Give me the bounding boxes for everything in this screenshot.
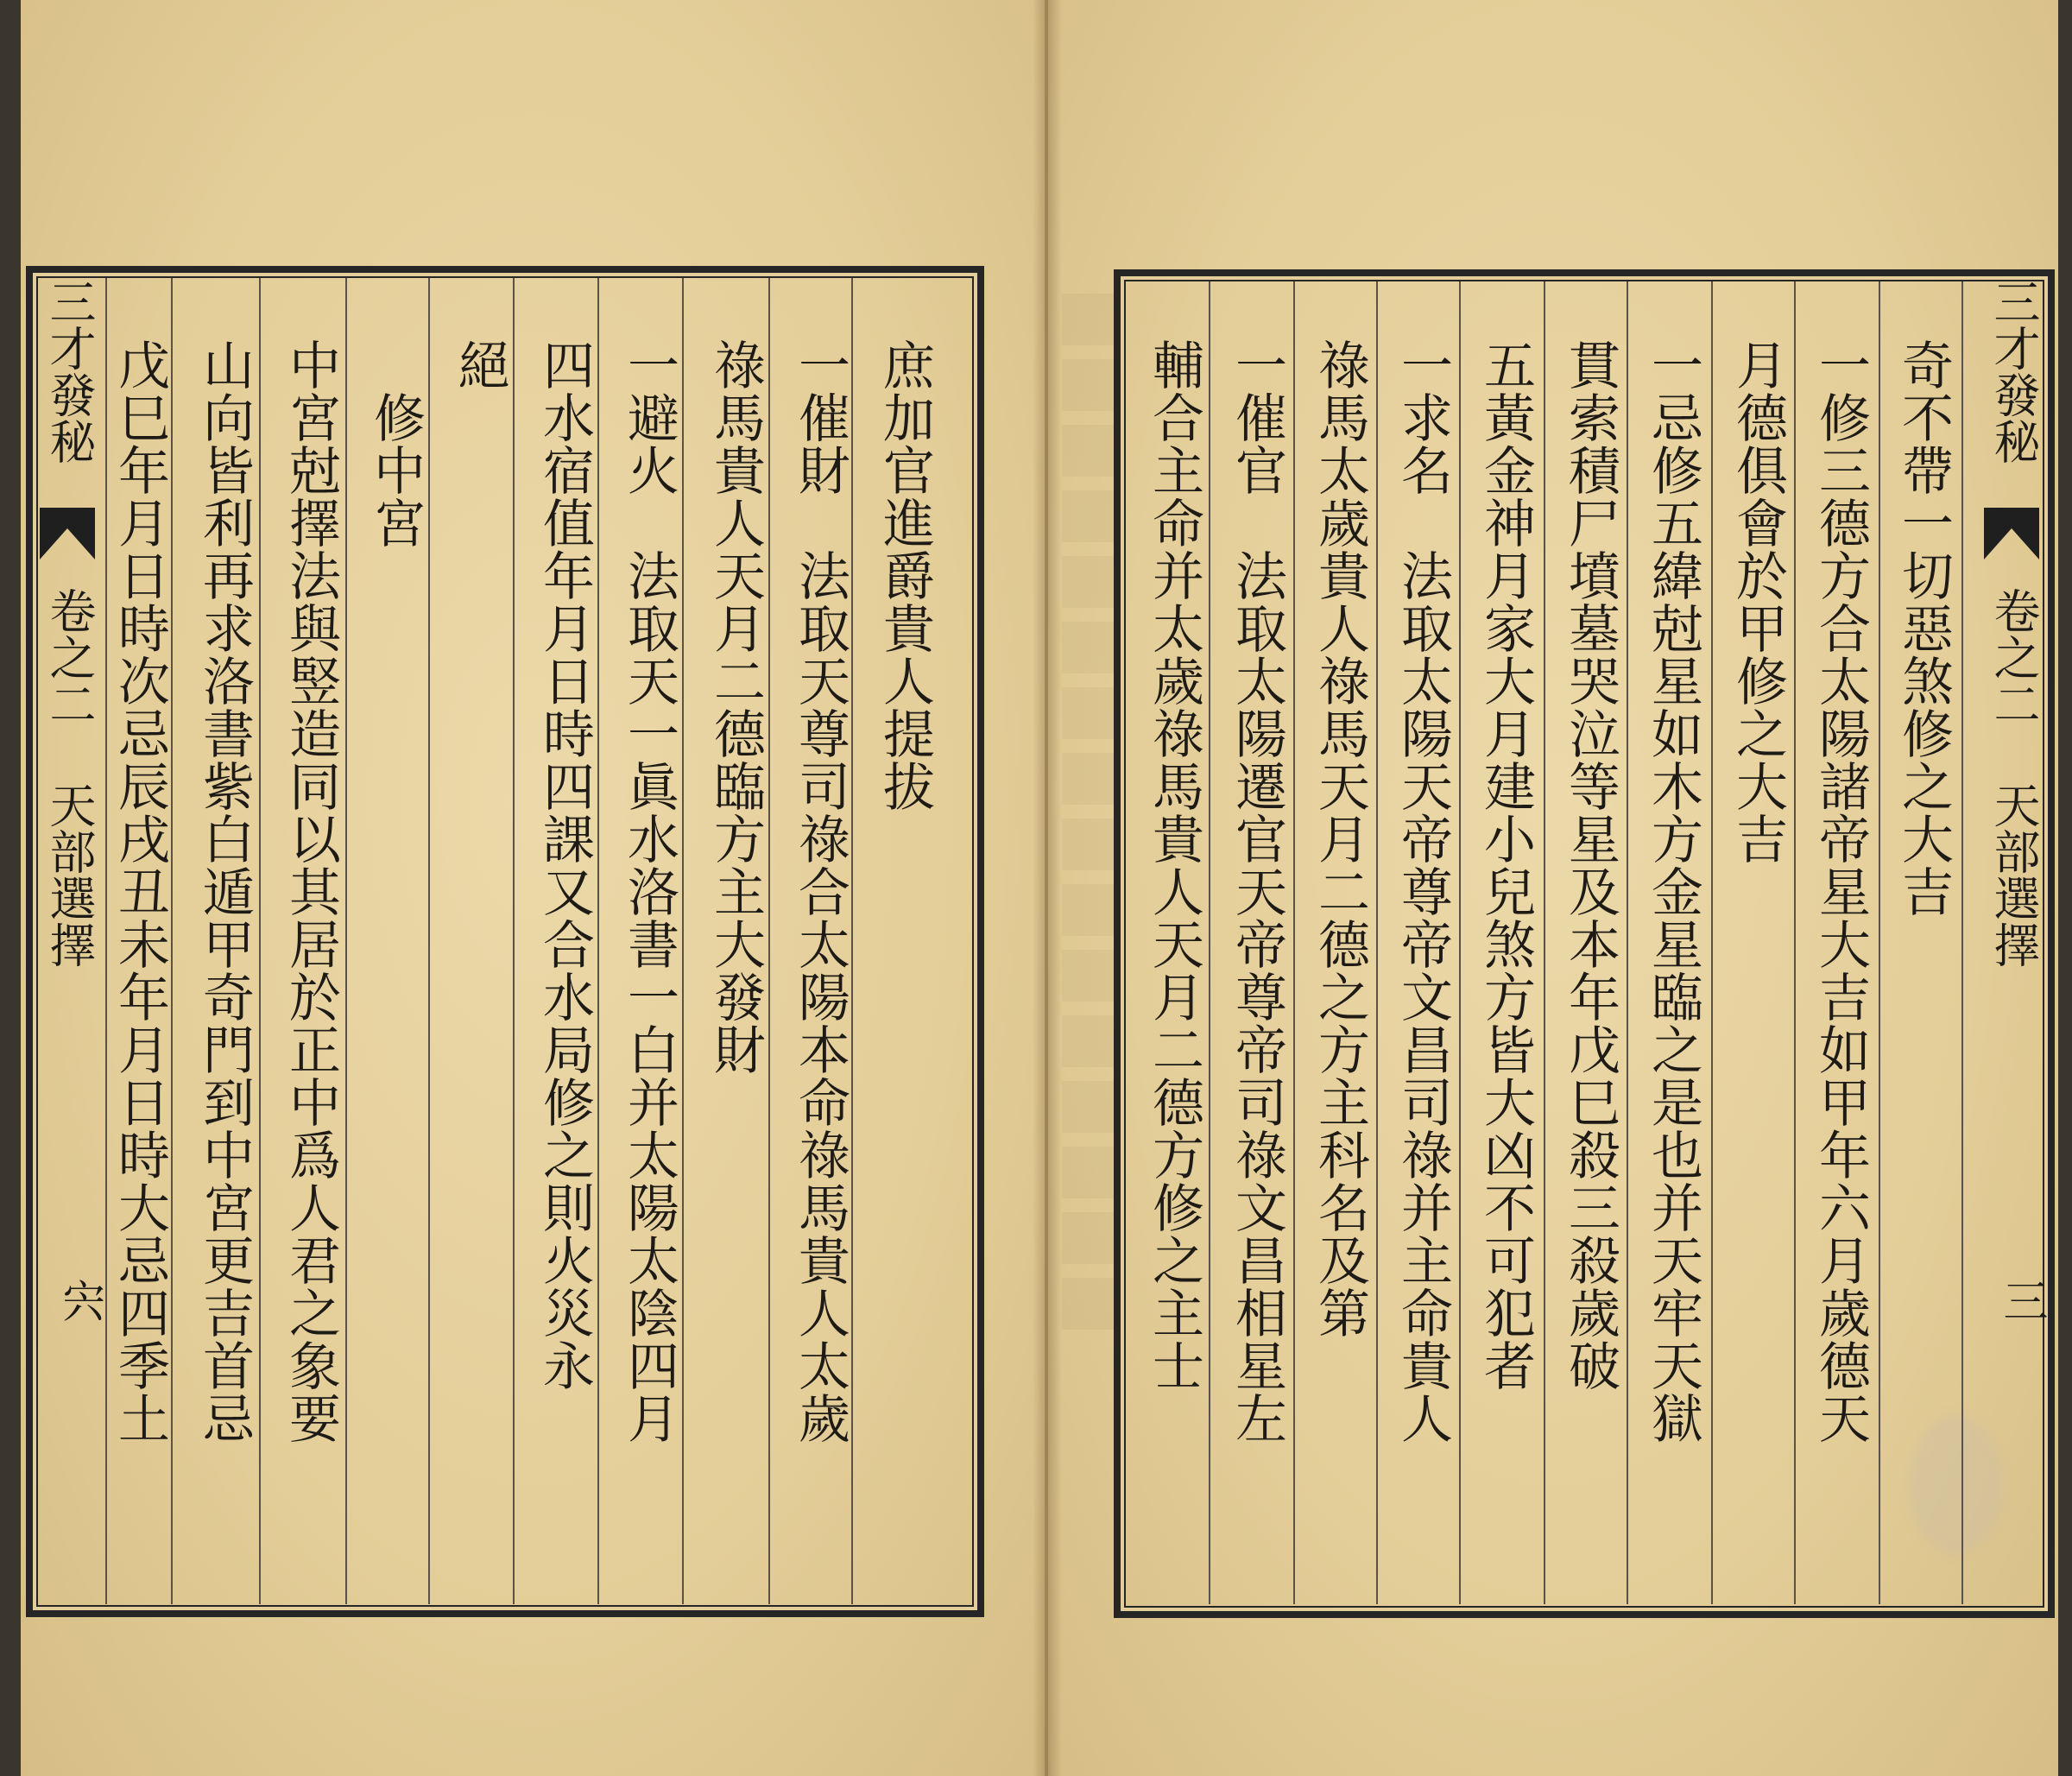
text-column-2: 一修三德方合太陽諸帝星大吉如甲年六月歲德天 — [1810, 338, 1871, 1444]
text-column-5: 四水宿值年月日時四課又合水局修之則火災永 — [534, 338, 595, 1392]
text-column-6: 絕 — [450, 338, 510, 391]
section-label: 天部選擇 — [42, 781, 97, 968]
text-column-3: 月德俱會於甲修之大吉 — [1728, 338, 1788, 865]
column-rule — [513, 278, 515, 1604]
text-column-10: 輔合主命并太歲祿馬貴人天月二德方修之主士 — [1144, 338, 1204, 1392]
column-rule — [1376, 281, 1378, 1604]
book-title: 三才發秘 — [42, 278, 97, 465]
volume-label: 卷之二 — [1987, 587, 2041, 727]
text-column-1: 奇不帶一切惡煞修之大吉 — [1893, 338, 1954, 918]
text-column-9: 山向皆利再求洛書紫白遁甲奇門到中宮更吉首忌 — [194, 338, 255, 1444]
column-rule — [259, 278, 261, 1604]
folio-number: 宍 — [53, 1278, 104, 1323]
right-banner-lower — [1977, 587, 2050, 1071]
text-column-8: 祿馬太歲貴人祿馬天月二德之方主科名及第 — [1310, 338, 1370, 1339]
column-rule — [1794, 281, 1796, 1604]
text-column-6: 五黃金神月家大月建小兒煞方皆大凶不可犯者 — [1475, 338, 1536, 1392]
show-through-ink — [1062, 294, 1117, 1330]
column-rule — [682, 278, 684, 1604]
column-rule — [768, 278, 770, 1604]
text-column-10: 戊巳年月日時次忌辰戌丑未年月日時大忌四季土 — [110, 338, 170, 1444]
column-rule — [1961, 281, 1963, 1604]
column-rule — [1459, 281, 1461, 1604]
text-column-7: 一求名 法取太陽天帝尊帝文昌司祿并主命貴人 — [1393, 338, 1453, 1444]
text-column-1: 庶加官進爵貴人提拔 — [875, 338, 935, 812]
text-column-8: 中宮尅擇法與竪造同以其居於正中爲人君之象要 — [281, 338, 341, 1444]
text-column-9: 一催官 法取太陽遷官天帝尊帝司祿文昌相星左 — [1227, 338, 1287, 1444]
text-column-4: 一避火 法取天一眞水洛書一白并太陽太陰四月 — [619, 338, 679, 1444]
text-column-2: 一催財 法取天尊司祿合太陽本命祿馬貴人太歲 — [790, 338, 850, 1444]
right-page-banner — [1977, 278, 2050, 502]
column-rule — [428, 278, 430, 1604]
column-rule — [1209, 281, 1210, 1604]
text-column-7: 修中宮 — [365, 338, 426, 549]
text-column-3: 祿馬貴人天月二德臨方主大發財 — [705, 338, 766, 1076]
column-rule — [1627, 281, 1628, 1604]
section-label: 天部選擇 — [1987, 781, 2041, 968]
book-title: 三才發秘 — [1987, 278, 2041, 465]
column-rule — [1711, 281, 1713, 1604]
text-column-5: 貫索積尸墳墓哭泣等星及本年戊巳殺三殺歲破 — [1560, 338, 1620, 1392]
left-banner-lower — [33, 587, 105, 1071]
folio-number: 三 — [1995, 1278, 2047, 1323]
column-rule — [1879, 281, 1880, 1604]
volume-label: 卷之二 — [42, 587, 97, 727]
column-rule — [597, 278, 599, 1604]
text-column-4: 一忌修五緯尅星如木方金星臨之是也并天牢天獄 — [1643, 338, 1703, 1444]
column-rule — [1293, 281, 1295, 1604]
column-rule — [345, 278, 347, 1604]
column-rule — [1544, 281, 1545, 1604]
